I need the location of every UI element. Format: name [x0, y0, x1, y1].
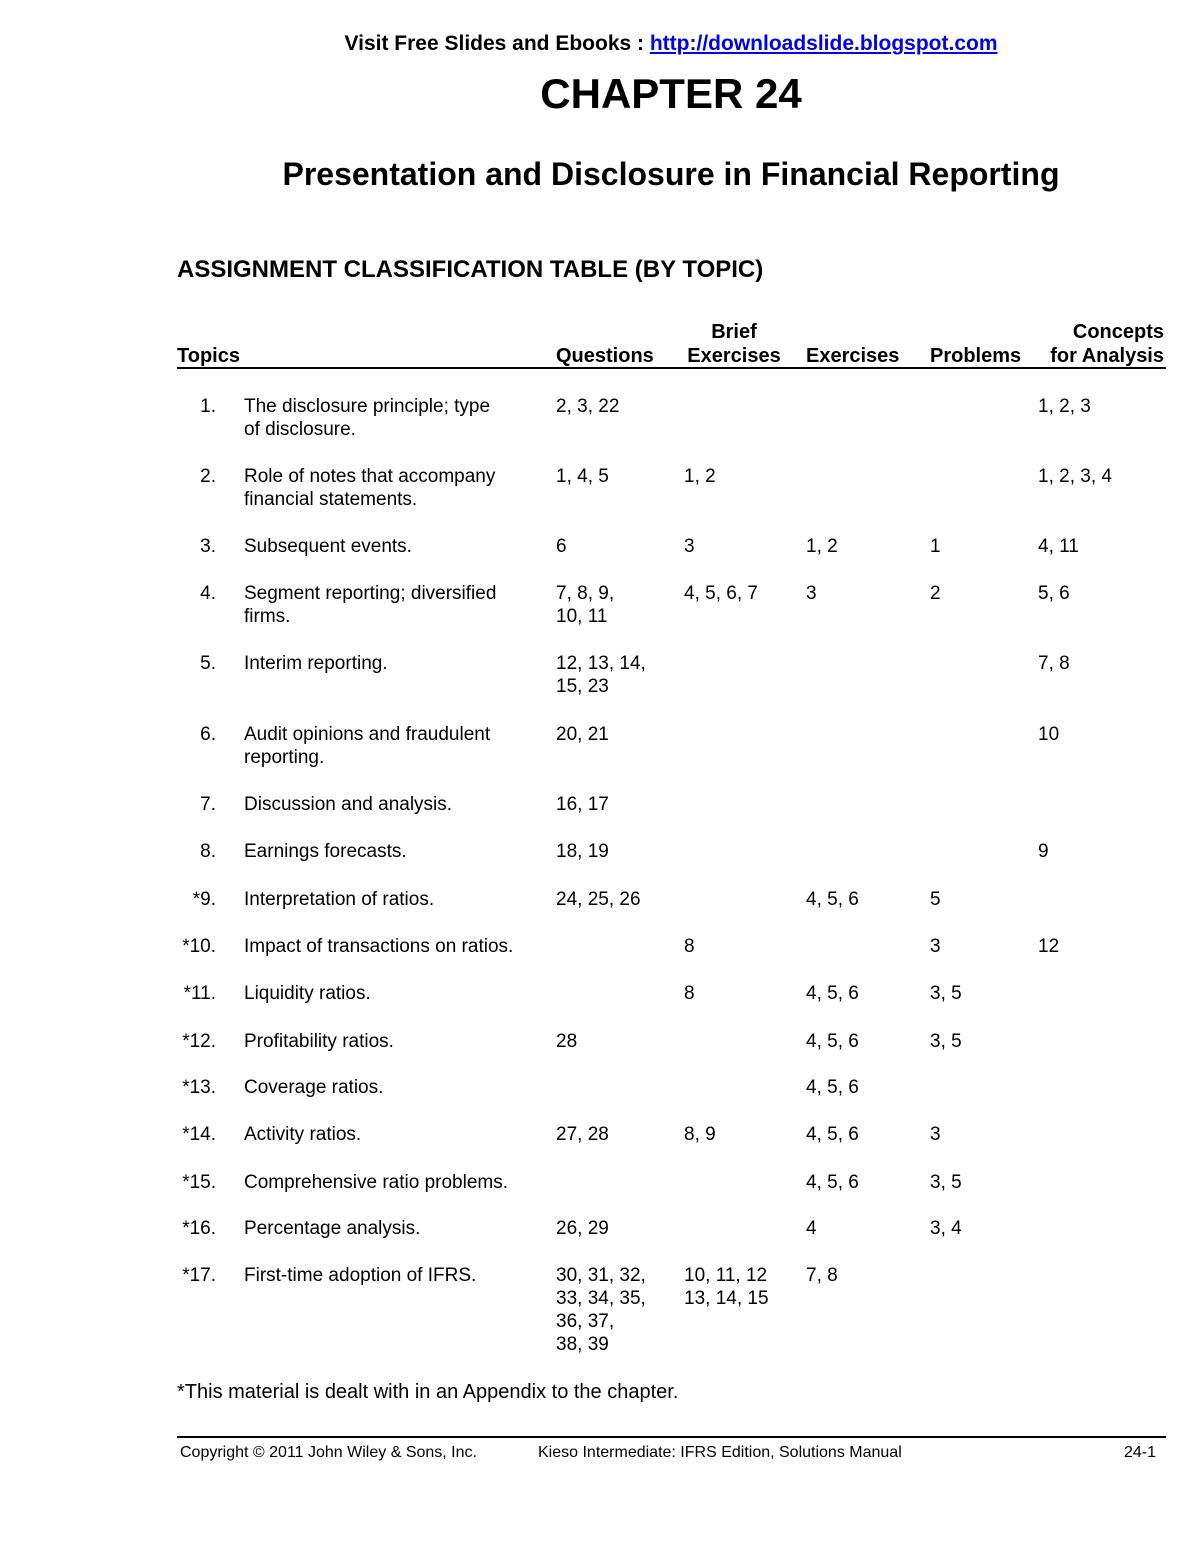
- row-number: *12.: [182, 1031, 216, 1052]
- row-concepts: 5, 6: [1038, 583, 1070, 604]
- row-problems: 3, 4: [930, 1218, 962, 1239]
- row-number: *9.: [192, 889, 216, 910]
- row-exercises: 4, 5, 6: [806, 983, 859, 1004]
- chapter-title: CHAPTER 24: [540, 70, 802, 117]
- row-topic: Role of notes that accompany financial statements.: [244, 466, 496, 510]
- row-concepts: 9: [1038, 841, 1049, 862]
- row-questions: 7, 8, 9, 10, 11: [556, 583, 615, 627]
- banner: [0, 32, 1200, 56]
- row-problems: 3, 5: [930, 1031, 962, 1052]
- row-topic: Interpretation of ratios.: [244, 889, 435, 910]
- col-header-problems: Problems: [930, 345, 1022, 367]
- banner-link[interactable]: http://downloadslide.blogspot.com: [649, 32, 998, 55]
- row-concepts: 1, 2, 3, 4: [1038, 466, 1112, 487]
- row-concepts: 4, 11: [1038, 536, 1079, 557]
- row-brief-exercises: 3: [684, 536, 695, 557]
- footnote: *This material is dealt with in an Appendix to the chapter.: [177, 1381, 679, 1403]
- row-brief-exercises: 4, 5, 6, 7: [684, 583, 758, 604]
- row-exercises: 1, 2: [806, 536, 838, 557]
- row-concepts: 7, 8: [1038, 653, 1070, 674]
- row-problems: 1: [930, 536, 941, 557]
- row-topic: Percentage analysis.: [244, 1218, 421, 1239]
- row-topic: Comprehensive ratio problems.: [244, 1172, 509, 1193]
- row-brief-exercises: 8: [684, 936, 695, 957]
- row-brief-exercises: 1, 2: [684, 466, 716, 487]
- row-number: *13.: [182, 1077, 216, 1098]
- row-topic: Impact of transactions on ratios.: [244, 936, 514, 957]
- row-problems: 3: [930, 1124, 941, 1145]
- row-concepts: 10: [1038, 724, 1060, 745]
- row-number: 3.: [200, 536, 216, 557]
- row-problems: 3: [930, 936, 941, 957]
- row-topic: The disclosure principle; type of disclosure.: [244, 396, 491, 440]
- row-questions: 30, 31, 32, 33, 34, 35, 36, 37, 38, 39: [556, 1265, 646, 1355]
- row-questions: 1, 4, 5: [556, 466, 609, 487]
- row-exercises: 3: [806, 583, 817, 604]
- section-title: ASSIGNMENT CLASSIFICATION TABLE (BY TOPIC): [177, 256, 764, 283]
- col-header-topics: Topics: [177, 345, 240, 367]
- row-number: *16.: [182, 1218, 216, 1239]
- chapter-subtitle: Presentation and Disclosure in Financial Reporting: [282, 156, 1060, 192]
- footer-copyright: Copyright © 2011 John Wiley & Sons, Inc.: [180, 1444, 477, 1461]
- row-number: 4.: [200, 583, 216, 604]
- row-questions: 12, 13, 14, 15, 23: [556, 653, 646, 697]
- row-topic: Liquidity ratios.: [244, 983, 371, 1004]
- row-exercises: 4, 5, 6: [806, 1124, 859, 1145]
- row-number: *11.: [183, 983, 216, 1004]
- row-topic: Audit opinions and fraudulent reporting.: [244, 724, 491, 768]
- row-number: *10.: [182, 936, 216, 957]
- row-problems: 5: [930, 889, 941, 910]
- row-questions: 16, 17: [556, 794, 609, 815]
- row-topic: Discussion and analysis.: [244, 794, 453, 815]
- row-topic: Activity ratios.: [244, 1124, 362, 1145]
- row-exercises: 4, 5, 6: [806, 1172, 859, 1193]
- row-topic: Segment reporting; diversified firms.: [244, 583, 497, 627]
- col-header-questions: Questions: [556, 345, 654, 367]
- banner-text: Visit Free Slides and Ebooks :: [344, 32, 650, 55]
- row-questions: 20, 21: [556, 724, 609, 745]
- row-number: 8.: [200, 841, 216, 862]
- header-rule: [177, 367, 1166, 369]
- row-number: 6.: [200, 724, 216, 745]
- row-problems: 3, 5: [930, 1172, 962, 1193]
- col-header-concepts: Concepts for Analysis: [1050, 321, 1164, 367]
- row-brief-exercises: 8, 9: [684, 1124, 716, 1145]
- row-problems: 2: [930, 583, 941, 604]
- row-exercises: 4, 5, 6: [806, 1031, 859, 1052]
- row-topic: Profitability ratios.: [244, 1031, 394, 1052]
- row-exercises: 4: [806, 1218, 817, 1239]
- row-brief-exercises: 8: [684, 983, 695, 1004]
- row-topic: Subsequent events.: [244, 536, 412, 557]
- row-questions: 6: [556, 536, 567, 557]
- row-concepts: 12: [1038, 936, 1060, 957]
- row-number: 7.: [200, 794, 216, 815]
- row-questions: 28: [556, 1031, 578, 1052]
- row-exercises: 4, 5, 6: [806, 1077, 859, 1098]
- footer-rule: [177, 1436, 1166, 1438]
- row-questions: 2, 3, 22: [556, 396, 620, 417]
- row-questions: 27, 28: [556, 1124, 609, 1145]
- row-topic: Earnings forecasts.: [244, 841, 407, 862]
- row-questions: 24, 25, 26: [556, 889, 641, 910]
- footer-page-number: 24-1: [1124, 1444, 1157, 1461]
- col-header-brief-exercises: Brief Exercises: [687, 321, 781, 367]
- row-number: *15.: [182, 1172, 216, 1193]
- row-exercises: 4, 5, 6: [806, 889, 859, 910]
- row-number: *17.: [182, 1265, 216, 1286]
- row-topic: Interim reporting.: [244, 653, 388, 674]
- row-problems: 3, 5: [930, 983, 962, 1004]
- row-number: 1.: [200, 396, 216, 417]
- row-questions: 18, 19: [556, 841, 609, 862]
- row-number: *14.: [182, 1124, 216, 1145]
- row-exercises: 7, 8: [806, 1265, 838, 1286]
- row-topic: Coverage ratios.: [244, 1077, 384, 1098]
- row-topic: First-time adoption of IFRS.: [244, 1265, 477, 1286]
- row-number: 2.: [200, 466, 216, 487]
- footer-book: Kieso Intermediate: IFRS Edition, Solutions Manual: [538, 1444, 902, 1461]
- row-brief-exercises: 10, 11, 12 13, 14, 15: [684, 1265, 769, 1309]
- col-header-exercises: Exercises: [806, 345, 900, 367]
- row-concepts: 1, 2, 3: [1038, 396, 1091, 417]
- row-questions: 26, 29: [556, 1218, 609, 1239]
- row-number: 5.: [200, 653, 216, 674]
